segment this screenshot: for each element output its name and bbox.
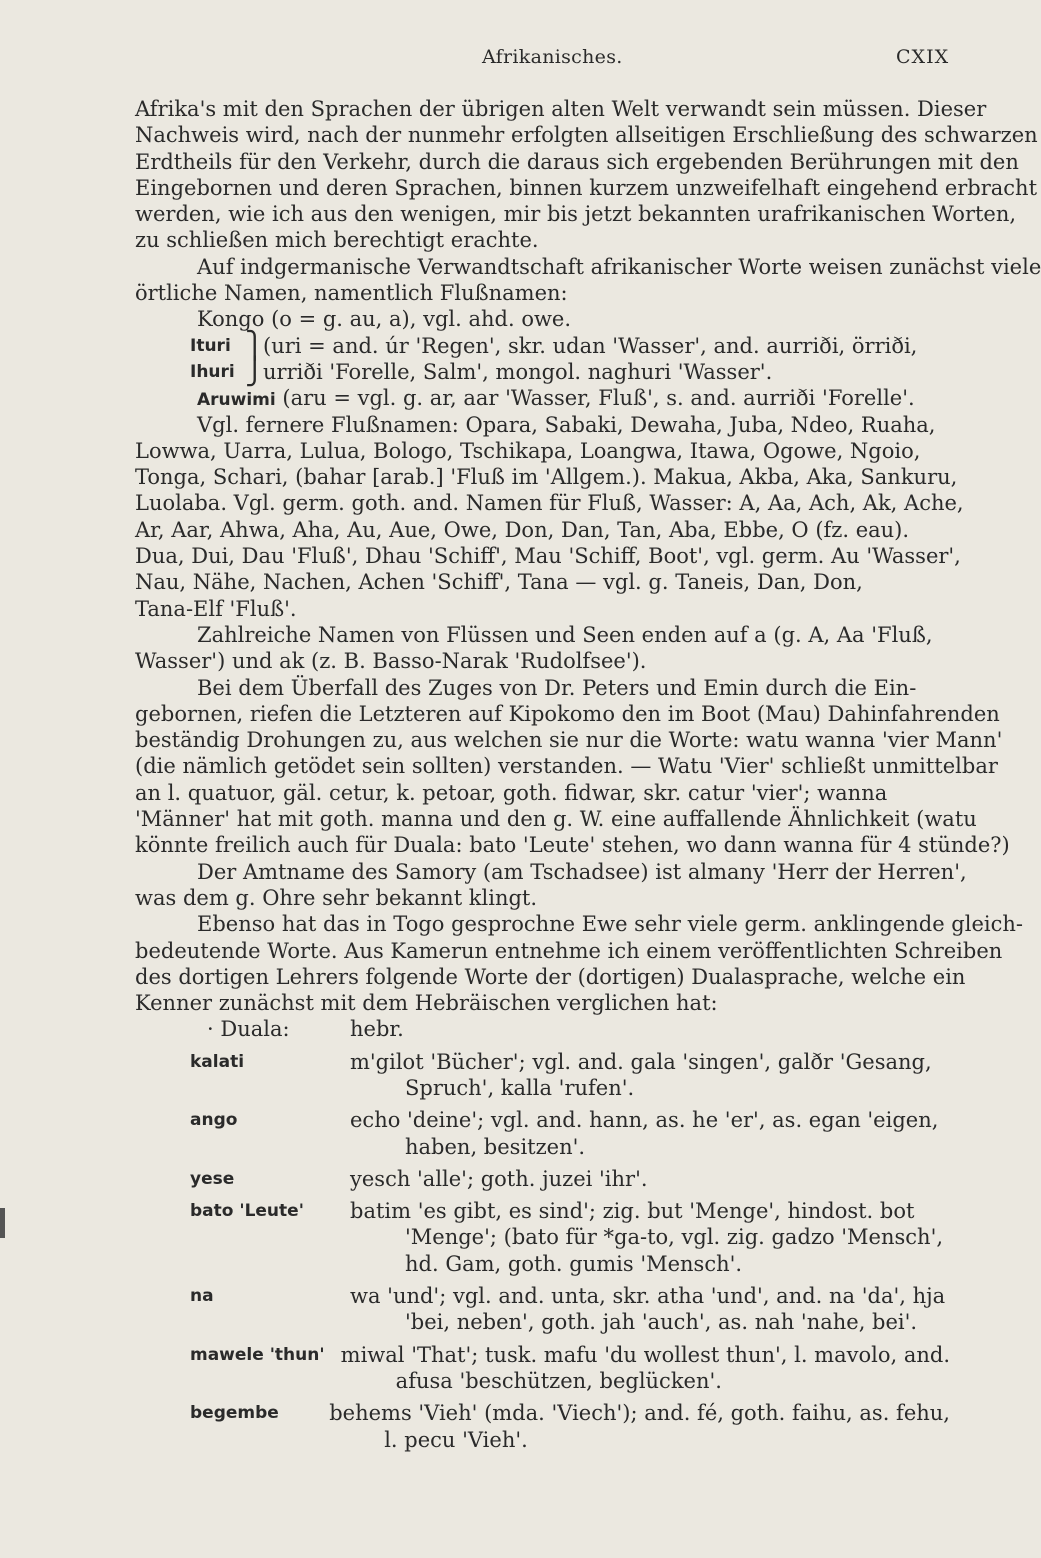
comparison-line: haben, besitzen'.: [405, 1134, 586, 1159]
text-line: Kenner zunächst mit dem Hebräischen verglichen hat:: [135, 991, 718, 1016]
text-line: Der Amtname des Samory (am Tschadsee) ist almany 'Herr der Herren',: [197, 859, 967, 884]
comparison-line: wa 'und'; vgl. and. unta, skr. atha 'und', and. na 'da', hja: [350, 1284, 946, 1309]
comparison-line: 'Menge'; (bato für *ga-to, vgl. zig. gadzo 'Mensch',: [405, 1225, 944, 1250]
text-line: Dua, Dui, Dau 'Fluß', Dhau 'Schiff', Mau 'Schiff, Boot', vgl. germ. Au 'Wasser',: [135, 544, 961, 569]
duala-entry: [135, 1283, 950, 1336]
duala-term: mawele 'thun': [190, 1344, 325, 1365]
paragraph-5: [135, 675, 1010, 859]
duala-term: kalati: [190, 1051, 245, 1072]
duala-entry: [135, 1166, 950, 1192]
text-line: Ar, Aar, Ahwa, Aha, Au, Aue, Owe, Don, Dan, Tan, Aba, Ebbe, O (fz. eau).: [135, 517, 910, 542]
comparison-line: hd. Gam, goth. gumis 'Mensch'.: [405, 1251, 743, 1276]
duala-term: yese: [190, 1168, 235, 1189]
river-name-ihuri: Ihuri: [190, 361, 235, 382]
ituri-etymology-1: (uri = and. úr 'Regen', skr. udan 'Wasser', and. aurriði, örriði,: [263, 333, 918, 358]
hebrew-comparison: [341, 1342, 950, 1395]
duala-entry: [135, 1049, 950, 1102]
comparison-line: echo 'deine'; vgl. and. hann, as. he 'er', as. egan 'eigen,: [350, 1108, 939, 1133]
text-line: Tana-Elf 'Fluß'.: [135, 596, 297, 621]
duala-term: begembe: [190, 1403, 279, 1424]
text-line: zu schließen mich berechtigt erachte.: [135, 228, 539, 253]
text-line: Vgl. fernere Flußnamen: Opara, Sabaki, Dewaha, Juba, Ndeo, Ruaha,: [197, 412, 936, 437]
duala-term: ango: [190, 1110, 238, 1131]
comparison-line: batim 'es gibt, es sind'; zig. but 'Menge', hindost. bot: [350, 1199, 915, 1224]
text-line: des dortigen Lehrers folgende Worte der (dortigen) Dualasprache, welche ein: [135, 964, 966, 989]
paragraph-1: [135, 96, 1038, 254]
paragraph-6: [135, 859, 967, 912]
text-line: gebornen, riefen die Letzteren auf Kipokomo den im Boot (Mau) Dahinfahrenden: [135, 701, 1000, 726]
brace: ⎫ ⎭: [245, 330, 265, 387]
duala-entry: [135, 1107, 950, 1160]
river-etymology: (aru = vgl. g. ar, aar 'Wasser, Fluß', s. and. aurriði 'Forelle'.: [275, 386, 915, 411]
page-body: [135, 96, 1041, 1459]
comparison-line: 'bei, neben', goth. jah 'auch', as. nah 'nahe, bei'.: [405, 1310, 918, 1335]
binding-mark: [0, 1208, 5, 1238]
comparison-line: afusa 'beschützen, beglücken'.: [395, 1368, 722, 1393]
comparison-line: miwal 'That'; tusk. mafu 'du wollest thun', l. mavolo, and.: [340, 1342, 950, 1367]
text-line: Lowwa, Uarra, Lulua, Bologo, Tschikapa, Loangwa, Itawa, Ogowe, Ngoio,: [135, 438, 921, 463]
duala-term: bato 'Leute': [190, 1201, 304, 1222]
duala-table-header: [135, 1016, 950, 1042]
comparison-line: l. pecu 'Vieh'.: [384, 1427, 528, 1452]
text-line: Luolaba. Vgl. germ. goth. and. Namen für Fluß, Wasser: A, Aa, Ach, Ak, Ache,: [135, 491, 964, 516]
text-line: Erdtheils für den Verkehr, durch die daraus sich ergebenden Berührungen mit den: [135, 149, 1019, 174]
text-line: Wasser') und ak (z. B. Basso-Narak 'Rudolfsee').: [135, 649, 647, 674]
duala-entry: [135, 1400, 950, 1453]
text-line: (die nämlich getödet sein sollten) verstanden. — Watu 'Vier' schließt unmittelbar: [135, 754, 998, 779]
paragraph-7: [135, 911, 1023, 1016]
page-number: CXIX: [896, 46, 950, 68]
river-etymology: (o = g. au, a), vgl. ahd. owe.: [264, 307, 572, 332]
duala-word-list: [135, 1049, 950, 1453]
comparison-line: Spruch', kalla 'rufen'.: [405, 1075, 635, 1100]
hebrew-comparison: [350, 1198, 950, 1277]
river-kongo: [135, 306, 950, 332]
text-line: werden, wie ich aus den wenigen, mir bis jetzt bekannten urafrikanischen Worten,: [135, 202, 1017, 227]
text-line: an l. quatuor, gäl. cetur, k. petoar, goth. fidwar, skr. catur 'vier'; wanna: [135, 780, 888, 805]
paragraph-4: [135, 622, 950, 675]
duala-term: na: [190, 1286, 214, 1307]
text-line: bedeutende Worte. Aus Kamerun entnehme ich einem veröffentlichten Schreiben: [135, 938, 1003, 963]
river-name: Kongo: [197, 307, 265, 332]
duala-entry: [135, 1198, 950, 1277]
text-line: örtliche Namen, namentlich Flußnamen:: [135, 281, 568, 306]
hebrew-column-header: hebr.: [350, 1017, 404, 1042]
ituri-etymology-2: urriði 'Forelle, Salm', mongol. naghuri 'Wasser'.: [263, 359, 773, 384]
text-line: Nau, Nähe, Nachen, Achen 'Schiff', Tana — vgl. g. Taneis, Dan, Don,: [135, 570, 863, 595]
hebrew-comparison: [350, 1166, 950, 1192]
duala-column-header: · Duala:: [207, 1017, 290, 1042]
text-line: Tonga, Schari, (bahar [arab.] 'Fluß im 'Allgem.). Makua, Akba, Aka, Sankuru,: [135, 465, 958, 490]
river-aruwimi: [135, 385, 950, 411]
text-line: Afrika's mit den Sprachen der übrigen alten Welt verwandt sein müssen. Dieser: [135, 97, 987, 121]
river-name-ituri: Ituri: [190, 335, 231, 356]
text-line: beständig Drohungen zu, aus welchen sie nur die Worte: watu wanna 'vier Mann': [135, 728, 1003, 753]
hebrew-comparison: [350, 1049, 950, 1102]
text-line: Zahlreiche Namen von Flüssen und Seen enden auf a (g. A, Aa 'Fluß,: [197, 622, 933, 647]
text-line: was dem g. Ohre sehr bekannt klingt.: [135, 885, 538, 910]
text-line: Ebenso hat das in Togo gesprochne Ewe sehr viele germ. anklingende gleich-: [197, 912, 1023, 937]
text-line: 'Männer' hat mit goth. manna und den g. W. eine auffallende Ähnlichkeit (watu: [135, 807, 977, 832]
hebrew-comparison: [329, 1400, 950, 1453]
running-header-title: Afrikanisches.: [482, 46, 623, 68]
paragraph-3: [135, 412, 964, 622]
river-ituri: [135, 330, 950, 387]
comparison-line: m'gilot 'Bücher'; vgl. and. gala 'singen', galðr 'Gesang,: [350, 1049, 932, 1074]
text-line: Bei dem Überfall des Zuges von Dr. Peters und Emin durch die Ein-: [197, 675, 917, 700]
text-line: Auf indgermanische Verwandtschaft afrikanischer Worte weisen zunächst viele: [197, 254, 1041, 279]
text-line: könnte freilich auch für Duala: bato 'Leute' stehen, wo dann wanna für 4 stünde?): [135, 833, 1010, 858]
hebrew-comparison: [350, 1107, 950, 1160]
comparison-line: yesch 'alle'; goth. juzei 'ihr'.: [350, 1166, 648, 1191]
paragraph-2: [135, 254, 1041, 307]
hebrew-comparison: [350, 1283, 950, 1336]
comparison-line: behems 'Vieh' (mda. 'Viech'); and. fé, goth. faihu, as. fehu,: [329, 1401, 950, 1426]
text-line: Nachweis wird, nach der nunmehr erfolgten allseitigen Erschließung des schwarzen: [135, 123, 1038, 148]
duala-entry: [135, 1342, 950, 1395]
river-name: Aruwimi: [197, 390, 276, 411]
text-line: Eingebornen und deren Sprachen, binnen kurzem unzweifelhaft eingehend erbracht: [135, 175, 1038, 200]
